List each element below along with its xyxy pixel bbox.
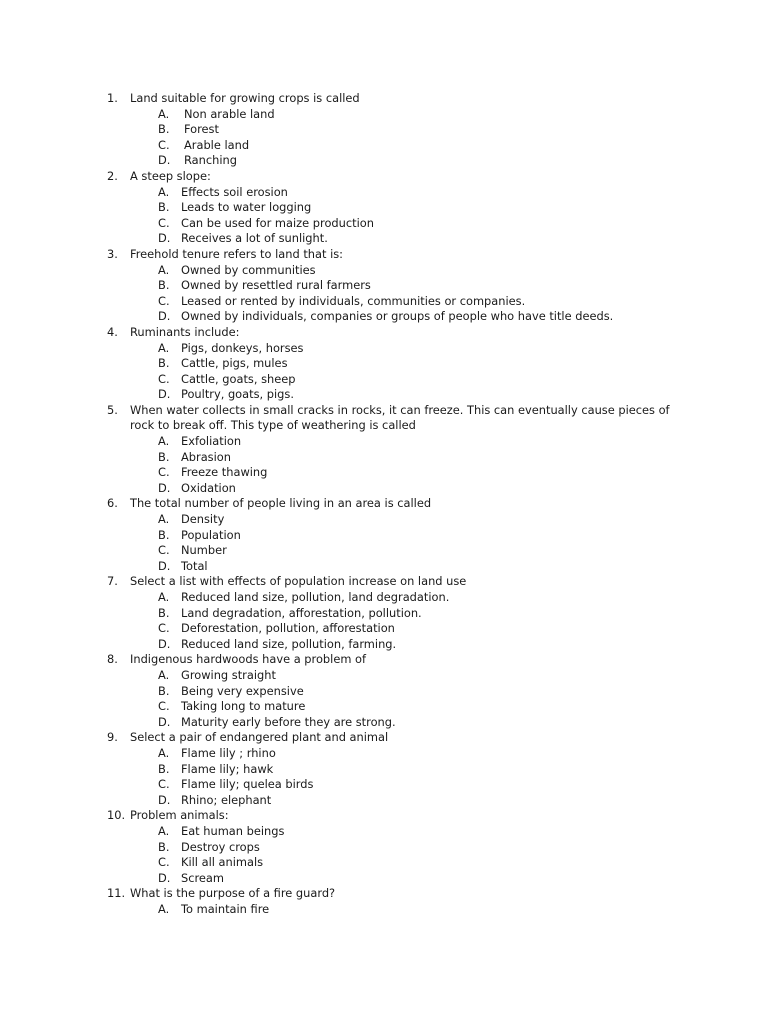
option-text: Arable land: [184, 137, 250, 152]
answer-option: [0, 512, 768, 528]
option-letter: A.: [158, 184, 170, 199]
answer-option: [0, 231, 768, 247]
question-block: [0, 496, 768, 574]
answer-option: [0, 606, 768, 622]
option-letter: D.: [158, 153, 171, 168]
option-letter: B.: [158, 449, 170, 464]
option-text: Rhino; elephant: [181, 792, 272, 807]
option-text: Forest: [184, 122, 219, 137]
question-block: [0, 574, 768, 652]
option-letter: A.: [158, 262, 170, 277]
answer-option: [0, 871, 768, 887]
answer-option: [0, 715, 768, 731]
option-text: Oxidation: [181, 480, 236, 495]
option-letter: B.: [158, 605, 170, 620]
option-letter: A.: [158, 106, 170, 121]
question-number: 2.: [107, 168, 118, 183]
option-letter: C.: [158, 293, 170, 308]
option-text: Can be used for maize production: [181, 215, 374, 230]
question-block: [0, 403, 768, 497]
option-letter: A.: [158, 512, 170, 527]
option-text: Freeze thawing: [181, 465, 268, 480]
option-letter: B.: [158, 761, 170, 776]
question-line: [0, 247, 768, 263]
question-line: [0, 418, 768, 434]
option-letter: C.: [158, 215, 170, 230]
question-text: The total number of people living in an area is called: [130, 496, 432, 511]
question-number: 1.: [107, 91, 118, 105]
option-text: Poultry, goats, pigs.: [181, 387, 294, 402]
option-letter: C.: [158, 371, 170, 386]
answer-option: [0, 684, 768, 700]
question-text: Indigenous hardwoods have a problem of: [130, 652, 367, 667]
option-text: Being very expensive: [181, 683, 304, 698]
option-text: Kill all animals: [181, 855, 264, 870]
answer-option: [0, 372, 768, 388]
question-block: [0, 91, 768, 169]
option-text: Population: [181, 527, 241, 542]
option-letter: D.: [158, 870, 171, 885]
option-text: Maturity early before they are strong.: [181, 714, 396, 729]
answer-option: [0, 840, 768, 856]
question-block: [0, 247, 768, 325]
option-letter: D.: [158, 309, 171, 324]
question-text: Select a pair of endangered plant and animal: [130, 730, 389, 745]
option-letter: A.: [158, 590, 170, 604]
question-text: rock to break off. This type of weathering is called: [130, 418, 416, 433]
option-letter: B.: [158, 683, 170, 698]
option-letter: A.: [158, 901, 170, 916]
option-letter: D.: [158, 714, 171, 729]
answer-option: [0, 153, 768, 169]
option-letter: D.: [158, 231, 171, 246]
answer-option: [0, 855, 768, 871]
question-text: Freehold tenure refers to land that is:: [130, 246, 344, 261]
answer-option: [0, 122, 768, 138]
option-text: Exfoliation: [181, 434, 242, 449]
option-text: Leased or rented by individuals, communities or companies.: [181, 293, 526, 308]
option-letter: B.: [158, 122, 170, 137]
option-text: Owned by individuals, companies or groups of people who have title deeds.: [181, 309, 614, 324]
option-letter: D.: [158, 558, 171, 573]
option-text: Taking long to mature: [181, 699, 306, 714]
answer-option: [0, 263, 768, 279]
answer-option: [0, 762, 768, 778]
answer-option: [0, 481, 768, 497]
question-block: [0, 886, 768, 917]
option-letter: C.: [158, 699, 170, 714]
question-number: 7.: [107, 574, 118, 589]
option-text: Flame lily; hawk: [181, 761, 274, 776]
question-number: 4.: [107, 324, 118, 339]
answer-option: [0, 559, 768, 575]
option-text: Scream: [181, 870, 225, 885]
option-text: Ranching: [184, 153, 237, 168]
answer-option: [0, 294, 768, 310]
question-number: 11.: [107, 886, 126, 901]
question-line: [0, 91, 768, 107]
question-number: 10.: [107, 808, 126, 823]
option-letter: A.: [158, 340, 170, 355]
answer-option: [0, 450, 768, 466]
answer-option: [0, 138, 768, 154]
answer-option: [0, 637, 768, 653]
option-letter: D.: [158, 636, 171, 651]
option-text: Leads to water logging: [181, 200, 312, 215]
option-letter: C.: [158, 543, 170, 558]
answer-option: [0, 824, 768, 840]
option-text: Pigs, donkeys, horses: [181, 340, 304, 355]
option-text: Land degradation, afforestation, pollution.: [181, 605, 422, 620]
answer-option: [0, 434, 768, 450]
answer-option: [0, 200, 768, 216]
answer-option: [0, 777, 768, 793]
answer-option: [0, 341, 768, 357]
option-letter: C.: [158, 777, 170, 792]
answer-option: [0, 543, 768, 559]
option-text: Deforestation, pollution, afforestation: [181, 621, 395, 636]
question-text: Problem animals:: [130, 808, 229, 823]
option-letter: D.: [158, 792, 171, 807]
option-text: Flame lily; quelea birds: [181, 777, 314, 792]
option-text: Owned by resettled rural farmers: [181, 278, 371, 293]
option-text: Cattle, pigs, mules: [181, 356, 288, 371]
question-text: What is the purpose of a fire guard?: [130, 886, 336, 901]
option-text: Non arable land: [184, 106, 275, 121]
option-letter: B.: [158, 278, 170, 293]
option-letter: B.: [158, 356, 170, 371]
option-text: Abrasion: [181, 449, 231, 464]
option-text: Total: [181, 558, 208, 573]
option-text: Number: [181, 543, 227, 558]
answer-option: [0, 465, 768, 481]
question-text: A steep slope:: [130, 168, 211, 183]
question-line: [0, 886, 768, 902]
question-text: Land suitable for growing crops is called: [130, 91, 360, 105]
question-line: [0, 808, 768, 824]
question-block: [0, 808, 768, 886]
answer-option: [0, 793, 768, 809]
answer-option: [0, 590, 768, 606]
question-text: Select a list with effects of population increase on land use: [130, 574, 467, 589]
question-line: [0, 496, 768, 512]
question-text: When water collects in small cracks in rocks, it can freeze. This can eventually cause pieces of: [130, 402, 670, 417]
option-text: Receives a lot of sunlight.: [181, 231, 328, 246]
question-number: 3.: [107, 246, 118, 261]
option-text: Growing straight: [181, 667, 276, 682]
option-text: Reduced land size, pollution, land degradation.: [181, 590, 450, 604]
option-text: Eat human beings: [181, 823, 285, 838]
option-text: Owned by communities: [181, 262, 316, 277]
option-letter: A.: [158, 434, 170, 449]
option-text: Density: [181, 512, 225, 527]
option-letter: B.: [158, 839, 170, 854]
answer-option: [0, 107, 768, 123]
option-letter: C.: [158, 621, 170, 636]
option-text: Effects soil erosion: [181, 184, 288, 199]
option-text: Reduced land size, pollution, farming.: [181, 636, 397, 651]
option-letter: A.: [158, 745, 170, 760]
question-block: [0, 169, 768, 247]
answer-option: [0, 356, 768, 372]
question-line: [0, 574, 768, 590]
answer-option: [0, 902, 768, 918]
question-list: [0, 91, 768, 917]
question-block: [0, 325, 768, 403]
option-letter: B.: [158, 527, 170, 542]
answer-option: [0, 216, 768, 232]
answer-option: [0, 309, 768, 325]
question-number: 9.: [107, 730, 118, 745]
question-number: 5.: [107, 402, 118, 417]
option-letter: D.: [158, 387, 171, 402]
question-text: Ruminants include:: [130, 324, 240, 339]
option-letter: D.: [158, 480, 171, 495]
question-line: [0, 403, 768, 419]
answer-option: [0, 668, 768, 684]
answer-option: [0, 185, 768, 201]
option-letter: A.: [158, 823, 170, 838]
question-line: [0, 169, 768, 185]
option-letter: A.: [158, 667, 170, 682]
question-line: [0, 325, 768, 341]
question-number: 6.: [107, 496, 118, 511]
question-block: [0, 652, 768, 730]
answer-option: [0, 278, 768, 294]
answer-option: [0, 528, 768, 544]
answer-option: [0, 746, 768, 762]
question-block: [0, 730, 768, 808]
option-letter: B.: [158, 200, 170, 215]
question-number: 8.: [107, 652, 118, 667]
question-line: [0, 652, 768, 668]
answer-option: [0, 699, 768, 715]
answer-option: [0, 387, 768, 403]
option-text: Cattle, goats, sheep: [181, 371, 296, 386]
option-letter: C.: [158, 855, 170, 870]
option-text: To maintain fire: [181, 901, 270, 916]
option-text: Destroy crops: [181, 839, 260, 854]
option-text: Flame lily ; rhino: [181, 745, 276, 760]
option-letter: C.: [158, 465, 170, 480]
question-line: [0, 730, 768, 746]
answer-option: [0, 621, 768, 637]
option-letter: C.: [158, 137, 170, 152]
